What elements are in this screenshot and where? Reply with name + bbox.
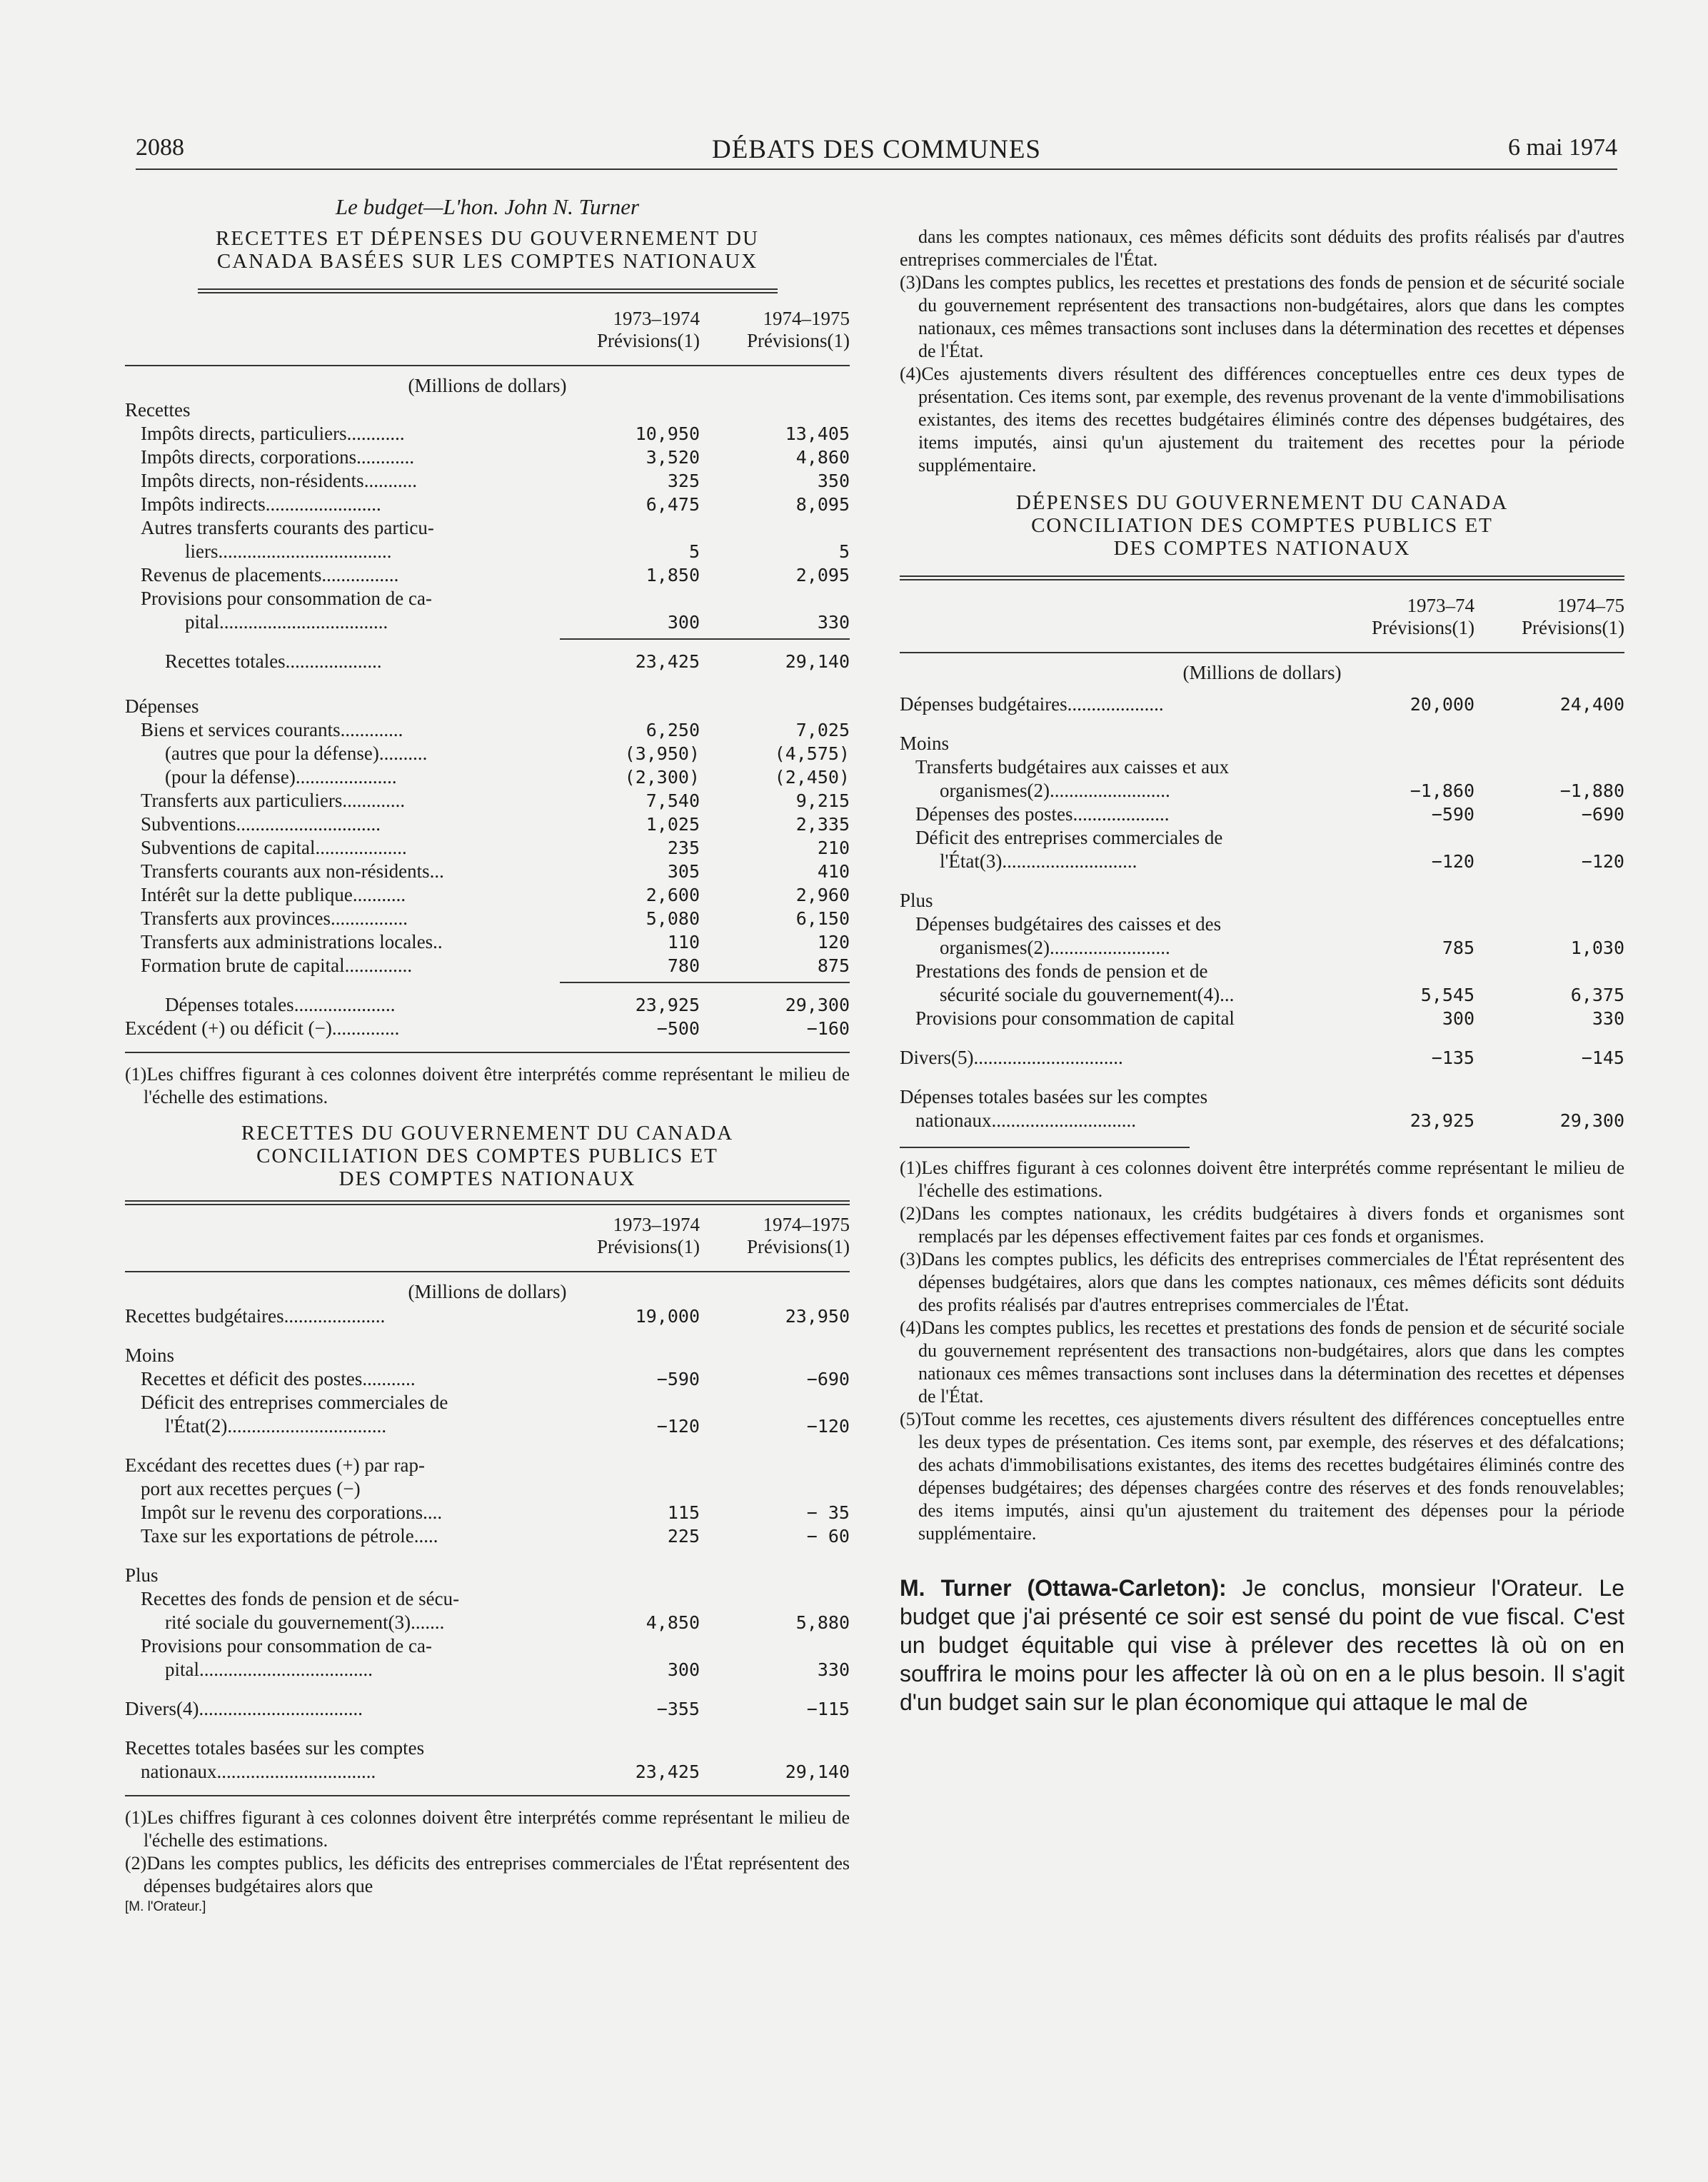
row-value: 7,025 — [795, 720, 850, 740]
row-value: 120 — [817, 932, 850, 952]
table-recettes-conciliation — [125, 1122, 850, 1915]
double-rule — [198, 288, 778, 293]
table-title: RECETTES DU GOUVERNEMENT DU CANADA — [241, 1122, 734, 1145]
row-value: 6,475 — [645, 494, 700, 515]
section-heading: Moins — [900, 733, 950, 754]
row-label: Formation brute de capital.............. — [141, 955, 413, 976]
table-row: Autres transferts courants des particu- — [141, 517, 434, 538]
table-depenses-conciliation — [900, 491, 1624, 1545]
table-row: Recettes et déficit des postes........... −590 −690 — [141, 1368, 850, 1389]
row-value: 2,600 — [645, 885, 700, 905]
row-value: 5,080 — [645, 908, 700, 929]
table-recettes-depenses — [125, 227, 850, 1109]
col1-sub: Prévisions(1) — [597, 330, 700, 351]
row-label: Transferts aux administrations locales.. — [141, 931, 443, 952]
speech-paragraph — [900, 1574, 1624, 1716]
row-value: 8,095 — [795, 494, 850, 515]
footnote: (4)Ces ajustements divers résultent des différences conceptuelles entre ces deux types de présentation. Ces items sont, par exemple, des revenus provenant de la vente d'immobilisations existantes, des items des recettes budgétaires éliminés contre des dépenses budgétaires, des items imputés, ainsi qu'un ajustement du traitement des recettes pour la période supplémentaire. — [900, 363, 1624, 476]
table-row: Divers(4).................................. −355 −115 — [125, 1698, 850, 1719]
col1-year: 1973–74 — [1407, 595, 1475, 616]
table-title: DES COMPTES NATIONAUX — [1113, 537, 1411, 560]
row-value: 6,150 — [795, 908, 850, 929]
double-rule — [900, 575, 1624, 580]
row-value: 325 — [667, 471, 700, 491]
table-title: CONCILIATION DES COMPTES PUBLICS ET — [256, 1145, 718, 1167]
table-row: organismes(2)......................... 785 1,030 — [940, 937, 1624, 958]
table-row — [125, 836, 850, 860]
table-row: pital................................... 300 330 — [185, 611, 850, 633]
speaker-note: [M. l'Orateur.] — [125, 1899, 206, 1914]
row-value: (2,450) — [774, 767, 850, 788]
row-label: Transferts aux particuliers............. — [141, 790, 406, 811]
table-row: l'État(2)................................. −120 −120 — [165, 1415, 850, 1437]
row-label: Impôts indirects........................ — [141, 493, 381, 515]
row-value: 4,860 — [795, 447, 850, 468]
page-header — [136, 134, 1617, 170]
running-title: Le budget—L'hon. John N. Turner — [335, 194, 640, 219]
row-value: (4,575) — [774, 743, 850, 764]
section-heading: Dépenses — [125, 695, 199, 717]
table-title: CANADA BASÉES SUR LES COMPTES NATIONAUX — [216, 250, 758, 273]
row-label: (pour la défense)..................... — [165, 766, 397, 788]
table-row — [125, 789, 850, 813]
unit-label: (Millions de dollars) — [408, 375, 567, 396]
total-row: Recettes totales.................... 23,425 29,140 — [165, 650, 850, 672]
section-heading: Recettes — [125, 399, 191, 421]
column-header — [900, 617, 1624, 639]
table-title: DES COMPTES NATIONAUX — [338, 1167, 636, 1190]
row-value: 210 — [817, 838, 850, 858]
table-row — [125, 765, 850, 789]
row-label: Subventions.............................. — [141, 813, 381, 835]
table-row: Transferts budgétaires aux caisses et aux — [915, 756, 1230, 778]
column-header — [125, 1236, 850, 1258]
column-header — [125, 330, 850, 352]
row-value: 235 — [667, 838, 700, 858]
row-label: Intérêt sur la dette publique........... — [141, 884, 406, 905]
table-row: Recettes budgétaires..................... 19,000 23,950 — [125, 1305, 850, 1327]
row-label: Transferts aux provinces................ — [141, 908, 408, 929]
row-value: (3,950) — [624, 743, 700, 764]
row-value: 6,250 — [645, 720, 700, 740]
row-value: 7,540 — [645, 790, 700, 811]
recettes-rows — [125, 422, 850, 516]
table-row: Prestations des fonds de pension et de — [915, 960, 1208, 982]
table-row: Recettes des fonds de pension et de sécu- — [141, 1588, 460, 1609]
row-label: Impôts directs, non-résidents........... — [141, 470, 417, 491]
unit-label: (Millions de dollars) — [1182, 662, 1342, 683]
table-title: CONCILIATION DES COMPTES PUBLICS ET — [1031, 514, 1493, 537]
column-header — [125, 308, 850, 330]
table-row: Dépenses des postes.................... −590 −690 — [915, 803, 1624, 825]
table-row: Excédant des recettes dues (+) par rap- — [125, 1454, 426, 1476]
row-value: 305 — [667, 861, 700, 882]
row-value: (2,300) — [624, 767, 700, 788]
table-row — [125, 860, 850, 883]
column-header — [900, 595, 1624, 617]
footnote: (1)Les chiffres figurant à ces colonnes doivent être interprétés comme représentant le milieu de l'échelle des estimations. — [125, 1807, 850, 1851]
col1-sub: Prévisions(1) — [597, 1236, 700, 1257]
footnote: (3)Dans les comptes publics, les déficits des entreprises commerciales de l'État représentent des dépenses budgétaires, alors que dans les comptes nationaux, ces mêmes déficits sont déduits des profits réalisés par d'autres entreprises commerciales de l'État. — [900, 1249, 1624, 1315]
table-row: Taxe sur les exportations de pétrole..... 225 − 60 — [141, 1525, 850, 1547]
table-title: RECETTES ET DÉPENSES DU GOUVERNEMENT DU — [216, 227, 759, 250]
col1-year: 1973–1974 — [613, 1214, 700, 1235]
section-heading: Plus — [125, 1564, 159, 1586]
footnote: (2)Dans les comptes publics, les déficits des entreprises commerciales de l'État représentent des dépenses budgétaires alors que — [125, 1853, 850, 1896]
row-value: 1,025 — [645, 814, 700, 835]
row-value: 13,405 — [785, 423, 850, 444]
col2-year: 1974–1975 — [763, 1214, 850, 1235]
table-row — [125, 954, 850, 977]
table-row: Dépenses budgétaires des caisses et des — [915, 913, 1222, 935]
table-row: Recettes totales basées sur les comptes — [125, 1737, 425, 1759]
col2-year: 1974–1975 — [763, 308, 850, 329]
table-row: Dépenses budgétaires.................... 20,000 24,400 — [900, 693, 1624, 715]
footnote: (3)Dans les comptes publics, les recettes et prestations des fonds de pension et de sécurité sociale du gouvernement représentent des transactions non-budgétaires, alors que dans les comptes nationaux, ces mêmes transactions sont incluses dans la détermination des recettes et dépenses de l'État. — [900, 272, 1624, 361]
table-row: Provisions pour consommation de ca- — [141, 1635, 432, 1656]
table-row — [125, 813, 850, 836]
row-value: 875 — [817, 955, 850, 976]
table-row — [125, 446, 850, 469]
footnote: (5)Tout comme les recettes, ces ajustements divers résultent des différences conceptuelles entre les deux types de présentation. Ces items sont, par exemple, des réserves et des défalcations; des achats d'immobilisations existantes, des items des recettes budgétaires éliminés contre des dépenses budgétaires; des dépenses chargées contre des réserves et des fonds renouvelables; des items imputés, ainsi qu'un ajustement du traitement des dépenses pour la période supplémentaire. — [900, 1409, 1624, 1544]
table-row: Déficit des entreprises commerciales de — [141, 1392, 448, 1413]
row-value: 110 — [667, 932, 700, 952]
table-row: rité sociale du gouvernement(3)....... 4,850 5,880 — [165, 1612, 850, 1633]
row-label: Transferts courants aux non-résidents... — [141, 860, 444, 882]
row-label: Impôts directs, corporations............ — [141, 446, 415, 468]
col2-year: 1974–75 — [1557, 595, 1624, 616]
page-number: 2088 — [136, 134, 184, 161]
row-value: 10,950 — [635, 423, 700, 444]
footnote: (1)Les chiffres figurant à ces colonnes doivent être interprétés comme représentant le milieu de l'échelle des estimations. — [900, 1157, 1624, 1201]
table-row: Excédent (+) ou déficit (−).............. −500 −160 — [125, 1017, 850, 1039]
row-value: 9,215 — [795, 790, 850, 811]
table-row — [125, 422, 850, 446]
table-row: Revenus de placements................ 1,850 2,095 — [141, 564, 850, 585]
row-value: 410 — [817, 861, 850, 882]
table-row — [125, 718, 850, 742]
table-row — [125, 930, 850, 954]
row-value: 3,520 — [645, 447, 700, 468]
table-row: pital.................................... 300 330 — [165, 1659, 850, 1680]
table-row — [125, 883, 850, 907]
row-value: 2,335 — [795, 814, 850, 835]
row-label: Impôts directs, particuliers............ — [141, 423, 405, 444]
row-label: Biens et services courants............. — [141, 719, 403, 740]
table-row — [125, 493, 850, 516]
table-row: Provisions pour consommation de ca- — [141, 588, 432, 609]
row-value: 2,960 — [795, 885, 850, 905]
double-rule — [125, 1200, 850, 1205]
rule — [125, 365, 850, 366]
table-row: sécurité sociale du gouvernement(4)... 5,545 6,375 — [940, 984, 1624, 1005]
col1-year: 1973–1974 — [613, 308, 700, 329]
table-row: Divers(5)............................... −135 −145 — [900, 1047, 1624, 1068]
table-row: Impôt sur le revenu des corporations.... 115 − 35 — [141, 1502, 850, 1523]
col2-sub: Prévisions(1) — [1522, 617, 1624, 638]
rule — [125, 1271, 850, 1272]
footnote: (1)Les chiffres figurant à ces colonnes doivent être interprétés comme représentant le milieu de l'échelle des estimations. — [125, 1064, 850, 1107]
column-header — [125, 1214, 850, 1236]
col2-sub: Prévisions(1) — [747, 1236, 850, 1257]
row-label: (autres que pour la défense).......... — [165, 743, 428, 764]
total-row: nationaux.............................. 23,925 29,300 — [915, 1110, 1624, 1131]
table-row — [125, 469, 850, 493]
total-row: nationaux................................. 23,425 29,140 — [141, 1761, 850, 1782]
footnote: (4)Dans les comptes publics, les recettes et prestations des fonds de pension et de sécurité sociale du gouvernement représentent des transactions non-budgétaires, alors que dans les comptes nationaux ces mêmes transactions sont incluses dans la détermination des recettes et dépenses de l'État. — [900, 1317, 1624, 1407]
footnote-continued: dans les comptes nationaux, ces mêmes déficits sont déduits des profits réalisés par d'autres entreprises commerciales de l'État. — [900, 226, 1624, 270]
table-row: l'État(3)............................ −120 −120 — [940, 850, 1624, 872]
table-row: organismes(2)......................... −1,860 −1,880 — [940, 780, 1624, 801]
table-row: Provisions pour consommation de capital 300 330 — [915, 1007, 1624, 1029]
row-value: 350 — [817, 471, 850, 491]
rule — [900, 652, 1624, 653]
section-heading: Moins — [125, 1344, 175, 1366]
row-label: Subventions de capital................... — [141, 837, 407, 858]
table-row: Déficit des entreprises commerciales de — [915, 827, 1223, 848]
table-title: DÉPENSES DU GOUVERNEMENT DU CANADA — [1015, 491, 1509, 514]
section-heading: Plus — [900, 890, 933, 911]
right-column — [900, 226, 1624, 1716]
table-row — [125, 907, 850, 930]
table-row: Dépenses totales basées sur les comptes — [900, 1086, 1208, 1107]
footnote: (2)Dans les comptes nationaux, les crédits budgétaires à divers fonds et organismes sont remplacés par les dépenses effectivement faites par ces fonds et organismes. — [900, 1203, 1624, 1247]
speech-text: Je conclus, monsieur l'Orateur. Le budget que j'ai présenté ce soir est sensé du point de vue fiscal. C'est un budget équitable qui vise à prélever des recettes là où on en souffrira le moins pour les affecter là où on en a le plus besoin. Il s'agit d'un budget sain sur le plan économique qui attaque le mal de — [900, 1575, 1625, 1715]
table-row: liers.................................... 5 5 — [185, 541, 850, 562]
row-value: 780 — [667, 955, 700, 976]
unit-label: (Millions de dollars) — [408, 1281, 567, 1302]
speaker-name: M. Turner (Ottawa-Carleton): — [900, 1575, 1227, 1601]
col2-sub: Prévisions(1) — [747, 330, 850, 351]
total-row: Dépenses totales..................... 23,925 29,300 — [165, 994, 850, 1015]
table-row — [125, 742, 850, 765]
page-date: 6 mai 1974 — [1508, 134, 1617, 161]
publication-title: DÉBATS DES COMMUNES — [711, 135, 1041, 164]
left-column — [125, 191, 850, 1915]
table-row: port aux recettes perçues (−) — [141, 1478, 361, 1499]
depenses-rows — [125, 718, 850, 977]
col1-sub: Prévisions(1) — [1372, 617, 1475, 638]
